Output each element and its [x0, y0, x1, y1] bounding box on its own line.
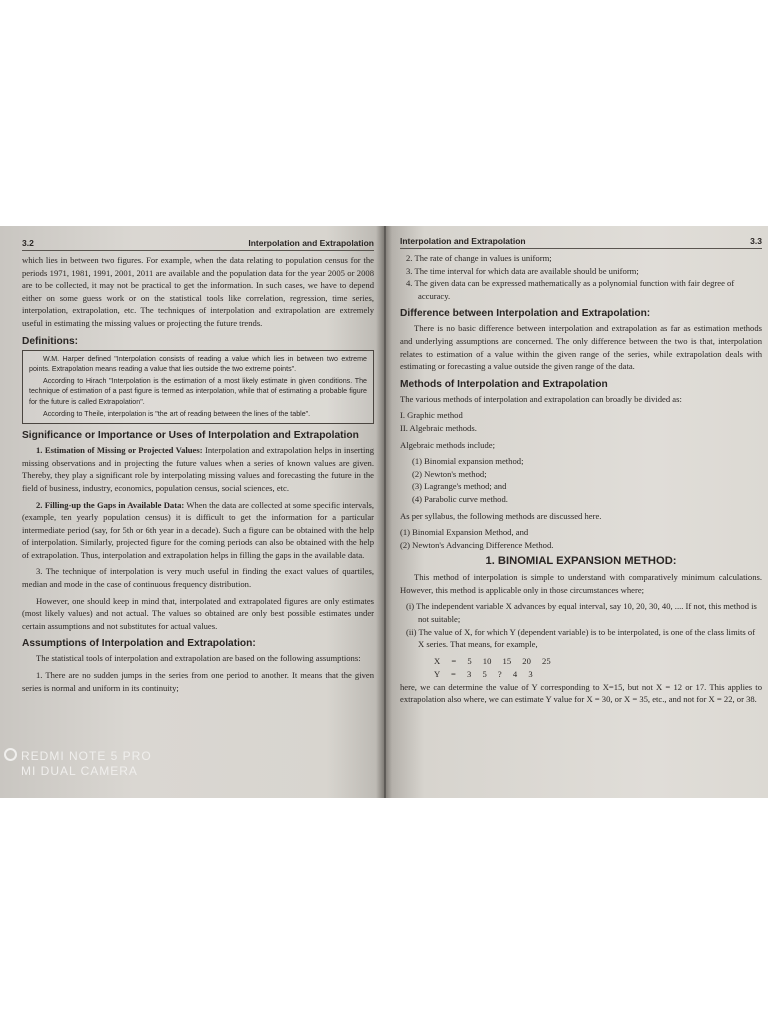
conditions-list	[400, 600, 762, 650]
running-head-left	[22, 236, 374, 251]
significance-item-2-title: 2. Filling-up the Gaps in Available Data:	[36, 499, 185, 510]
however-paragraph: However, one should keep in mind that, interpolated and extrapolated figures are only estimates (most likely values) and not actual. The values so obtained are only best possible estimates under certain assumptions and not substitutes for actual values.	[22, 595, 374, 631]
book-gutter	[376, 226, 392, 798]
difference-paragraph: There is no basic difference between interpolation and extrapolation as far as estimation methods and underlying assumptions are concerned. The only difference between the two is that, interpolation relates to estimation of a value within the given range of the series, while extrapolation deals with estimating or forecasting a value outside the given range of the data.	[400, 323, 762, 372]
list-item: 2. The rate of change in values is uniform;	[406, 253, 552, 263]
right-page	[386, 226, 768, 798]
syllabus-intro: As per syllabus, the following methods are discussed here.	[400, 510, 602, 521]
closing-paragraph: here, we can determine the value of Y corresponding to X=15, but not X = 12 or 17. This applies to extrapolation also where, we can estimate Y value for X = 30, or X = 35, etc., and not for X = 22, or 38.	[400, 681, 762, 705]
significance-item-3: 3. The technique of interpolation is very much useful in finding the exact values of quartiles, median and mode in the case of continuous frequency distribution.	[22, 566, 374, 590]
camera-watermark	[4, 748, 152, 779]
significance-item-2	[22, 499, 374, 562]
running-head-right	[400, 234, 762, 249]
list-item: II. Algebraic methods.	[400, 422, 477, 433]
list-item: 3. The time interval for which data are available should be uniform;	[406, 265, 639, 276]
binomial-paragraph: This method of interpolation is simple to understand with comparatively minimum calculations. However, this method is applicable only in those circumstances where;	[400, 572, 762, 595]
page-number: 3.3	[750, 236, 762, 246]
methods-intro: The various methods of interpolation and extrapolation can broadly be divided as:	[400, 393, 682, 404]
list-item: (2) Newton's Advancing Difference Method.	[400, 539, 554, 550]
assumptions-heading: Assumptions of Interpolation and Extrapolation:	[22, 638, 256, 650]
assumption-1: 1. There are no sudden jumps in the series from one period to another. It means that the given series is normal and uniform in its continuity;	[22, 670, 374, 693]
methods-heading: Methods of Interpolation and Extrapolation	[400, 378, 608, 390]
syllabus-methods-list	[400, 526, 762, 551]
list-item: (i) The independent variable X advances by equal interval, say 10, 20, 30, 40, .... If not, this method is not suitable;	[406, 601, 757, 625]
left-page	[0, 226, 384, 798]
definition-hirach: According to Hirach "Interpolation is the estimation of a most likely estimate in given conditions. The technique of estimation of a past figure is termed as interpolation, while that of estimating a probable figure for the future is called Extrapolation".	[29, 376, 367, 406]
intro-paragraph: which lies in between two figures. For example, when the data relating to population census for the periods 1971, 1981, 1991, 2001, 2011 are available and the population data for the year 2005 or 2008 are to be collected, it may not be practical to get the information. In such cases, we have to depend either on some guess work or on the statistical tools like correlation, regression, time series, interpolation, extrapolation, etc. The techniques of interpolation and extrapolation are extremely useful in estimating the missing values or projecting the future trends.	[22, 255, 374, 328]
list-item: (ii) The value of X, for which Y (dependent variable) is to be interpolated, is one of the class limits of X series. That means, for example,	[406, 626, 756, 650]
list-item: (4) Parabolic curve method.	[412, 493, 508, 504]
significance-item-1-text: Interpolation and extrapolation helps in inserting missing observations and in projecting the future values when a series of known values are given. Thereby, they play a significant role by interpolating missing values and forecasting the future in the field of business, industry, economics, population census, social sciences, etc.	[22, 445, 374, 493]
list-item: 4. The given data can be expressed mathematically as a polynomial function with fair degree of accuracy.	[406, 278, 735, 301]
list-item: (3) Lagrange's method; and	[412, 481, 507, 492]
definitions-heading: Definitions:	[22, 335, 79, 347]
list-item: (2) Newton's method;	[412, 468, 487, 479]
watermark-line-2: MI DUAL CAMERA	[21, 764, 138, 778]
significance-heading: Significance or Importance or Uses of Interpolation and Extrapolation	[22, 430, 359, 442]
page-number: 3.2	[22, 238, 34, 248]
algebraic-intro: Algebraic methods include;	[400, 439, 495, 450]
list-item: (1) Binomial expansion method;	[412, 456, 524, 467]
assumptions-intro: The statistical tools of interpolation and extrapolation are based on the following assumptions:	[36, 653, 361, 664]
camera-ring-icon	[4, 748, 17, 761]
list-item: I. Graphic method	[400, 410, 463, 421]
running-title: Interpolation and Extrapolation	[400, 236, 526, 246]
significance-item-2-text: When the data are collected at some specific intervals, (example, ten yearly population census) it is difficult to get the information for a particular intermediate period (say, for 5th or 6th year in a decade). Such a figure can be obtained with the help of interpolation. Similarly, projected figure for the coming periods can also be obtained with the help of extrapolation. Thus, interpolation and extrapolation helps in filling the gaps in the available data.	[22, 499, 374, 560]
y-row: Y = 3 5 ? 4 3	[434, 668, 533, 679]
methods-list	[400, 409, 762, 434]
definition-theile: According to Theile, interpolation is "the art of reading between the lines of the table".	[43, 409, 311, 418]
binomial-heading: 1. BINOMIAL EXPANSION METHOD:	[485, 555, 677, 568]
assumptions-list-cont	[400, 252, 762, 302]
x-row: X = 5 10 15 20 25	[434, 655, 551, 666]
significance-item-1	[22, 444, 374, 494]
definitions-box	[22, 350, 374, 425]
running-title: Interpolation and Extrapolation	[248, 238, 374, 248]
watermark-line-1: REDMI NOTE 5 PRO	[4, 748, 152, 764]
significance-item-1-title: 1. Estimation of Missing or Projected Values:	[36, 445, 203, 456]
book-photo	[0, 226, 768, 798]
definition-harper: W.M. Harper defined "Interpolation consists of reading a value which lies in between two extreme points. Extrapolation means reading a value that lies outside the two extreme points".	[29, 354, 367, 374]
algebraic-methods-list	[400, 455, 762, 505]
list-item: (1) Binomial Expansion Method, and	[400, 527, 529, 538]
difference-heading: Difference between Interpolation and Extrapolation:	[400, 308, 651, 320]
